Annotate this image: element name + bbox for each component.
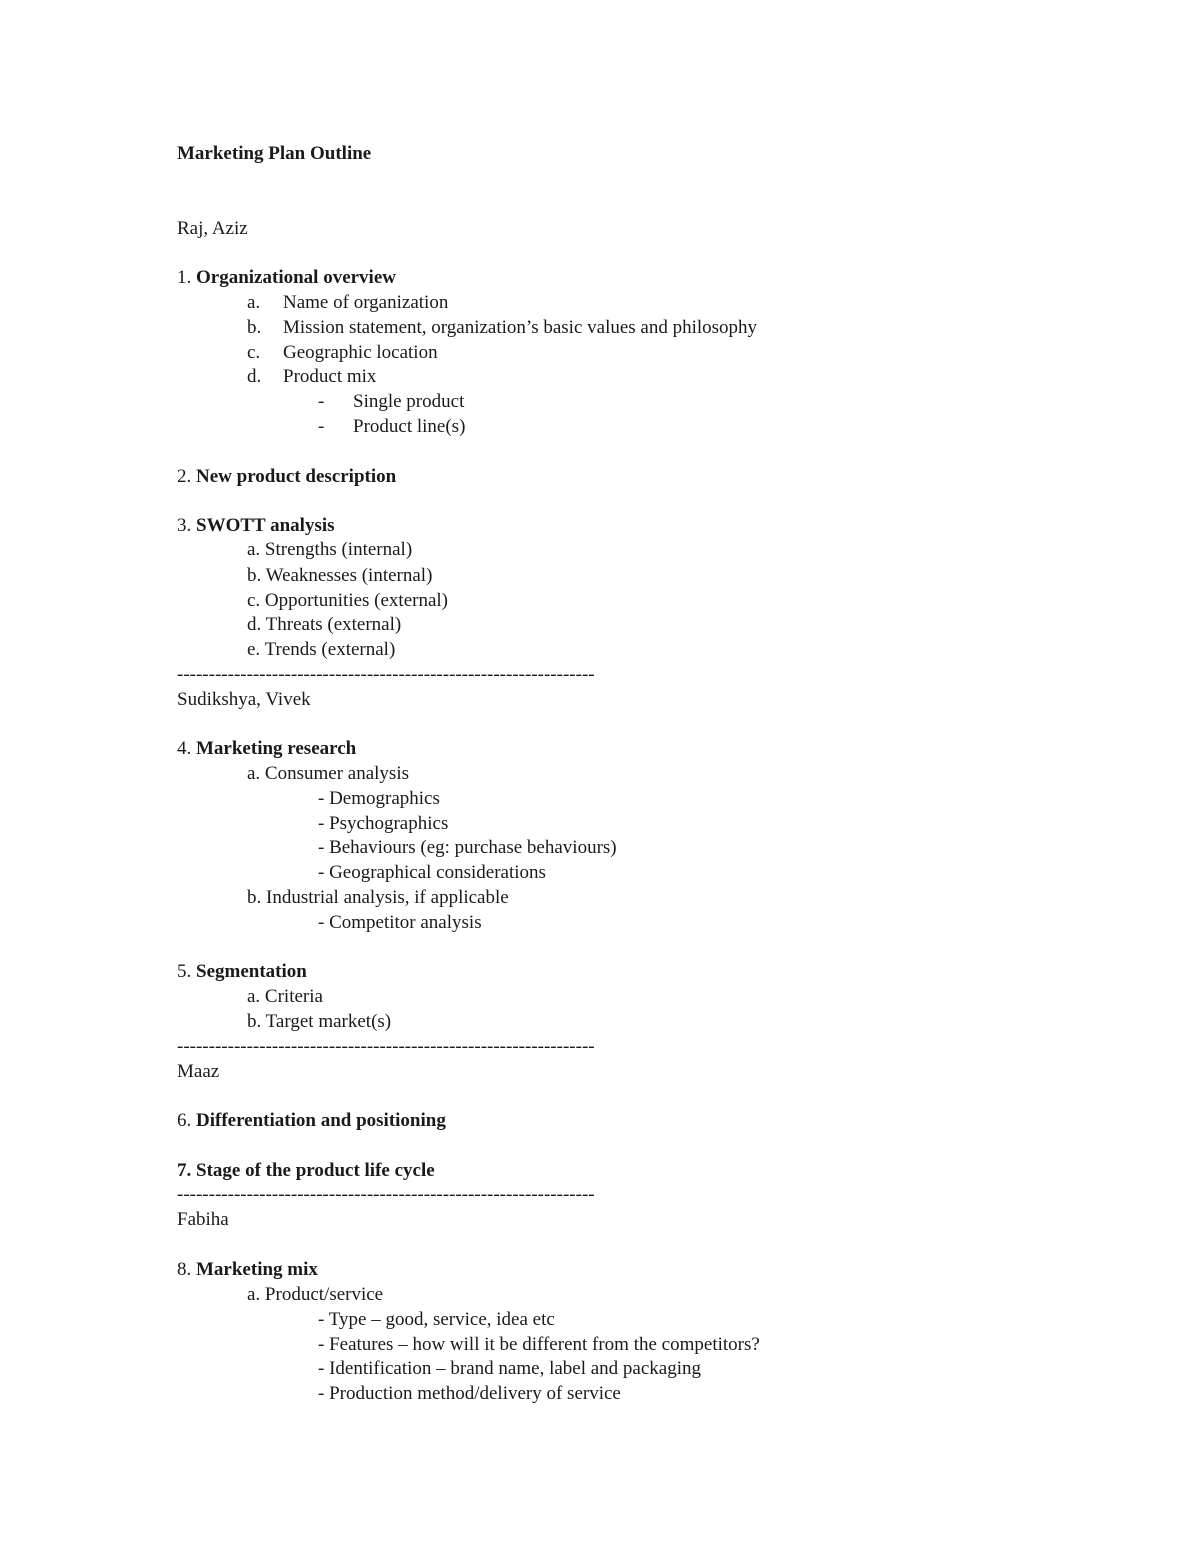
item-marker: a.	[247, 292, 261, 313]
item-text: Product mix	[283, 366, 377, 387]
section-7-heading: 7. Stage of the product life cycle	[177, 1160, 435, 1181]
section-6-number: 6.	[177, 1110, 196, 1131]
subitem-text: Single product	[353, 391, 465, 412]
section-5-title: Segmentation	[196, 961, 307, 982]
item-text: Mission statement, organization’s basic values and philosophy	[283, 317, 758, 338]
section-2-heading	[177, 465, 396, 489]
section-4-title: Marketing research	[196, 738, 357, 759]
subitem-text: Product line(s)	[353, 416, 466, 437]
section-4-heading	[177, 737, 356, 761]
section-1-subitem-2	[318, 415, 465, 439]
section-5-item-a: a. Criteria	[247, 986, 323, 1007]
section-1-item-c	[247, 341, 438, 365]
section-4-number: 4.	[177, 738, 196, 759]
section-8-subitem: - Production method/delivery of service	[318, 1383, 621, 1404]
section-5-item-b: b. Target market(s)	[247, 1011, 392, 1032]
item-marker: c.	[247, 342, 261, 363]
separator-line: ------------------------------------------------------------------	[177, 1036, 595, 1057]
dash-marker: -	[318, 391, 325, 412]
group-members-1: Raj, Aziz	[177, 218, 248, 239]
section-8-title: Marketing mix	[196, 1259, 318, 1280]
section-3-number: 3.	[177, 515, 196, 536]
separator-line: ------------------------------------------------------------------	[177, 1184, 595, 1205]
section-3-heading	[177, 514, 335, 538]
section-1-number: 1.	[177, 267, 196, 288]
section-4-subitem: - Demographics	[318, 788, 440, 809]
section-3-item-a: a. Strengths (internal)	[247, 539, 413, 560]
section-8-subitem: - Features – how will it be different from the competitors?	[318, 1334, 760, 1355]
section-4-subitem: - Psychographics	[318, 813, 449, 834]
section-1-heading	[177, 266, 396, 290]
group-members-3: Maaz	[177, 1061, 220, 1082]
separator-line: ------------------------------------------------------------------	[177, 664, 595, 685]
dash-marker: -	[318, 416, 325, 437]
document-title: Marketing Plan Outline	[177, 143, 372, 164]
section-8-item-a: a. Product/service	[247, 1284, 384, 1305]
section-6-heading	[177, 1109, 446, 1133]
item-text: Geographic location	[283, 342, 438, 363]
section-4-subitem: - Geographical considerations	[318, 862, 546, 883]
section-3-item-d: d. Threats (external)	[247, 614, 402, 635]
section-8-subitem: - Type – good, service, idea etc	[318, 1309, 555, 1330]
group-members-2: Sudikshya, Vivek	[177, 689, 311, 710]
item-marker: d.	[247, 366, 262, 387]
section-4-subitem: - Competitor analysis	[318, 912, 482, 933]
section-3-title: SWOTT analysis	[196, 515, 335, 536]
section-1-title: Organizational overview	[196, 267, 396, 288]
item-text: Name of organization	[283, 292, 449, 313]
section-4-item-b: b. Industrial analysis, if applicable	[247, 887, 509, 908]
section-2-number: 2.	[177, 466, 196, 487]
section-6-title: Differentiation and positioning	[196, 1110, 446, 1131]
section-1-item-b	[247, 316, 757, 340]
section-3-item-c: c. Opportunities (external)	[247, 590, 449, 611]
group-members-4: Fabiha	[177, 1209, 229, 1230]
section-1-item-d	[247, 365, 376, 389]
section-1-item-a	[247, 291, 448, 315]
section-3-item-b: b. Weaknesses (internal)	[247, 565, 433, 586]
section-8-heading	[177, 1258, 318, 1282]
section-4-subitem: - Behaviours (eg: purchase behaviours)	[318, 837, 617, 858]
section-2-title: New product description	[196, 466, 397, 487]
section-5-heading	[177, 960, 307, 984]
section-3-item-e: e. Trends (external)	[247, 639, 396, 660]
section-8-number: 8.	[177, 1259, 196, 1280]
section-8-subitem: - Identification – brand name, label and packaging	[318, 1358, 702, 1379]
section-4-item-a: a. Consumer analysis	[247, 763, 410, 784]
section-1-subitem-1	[318, 390, 464, 414]
item-marker: b.	[247, 317, 262, 338]
section-5-number: 5.	[177, 961, 196, 982]
